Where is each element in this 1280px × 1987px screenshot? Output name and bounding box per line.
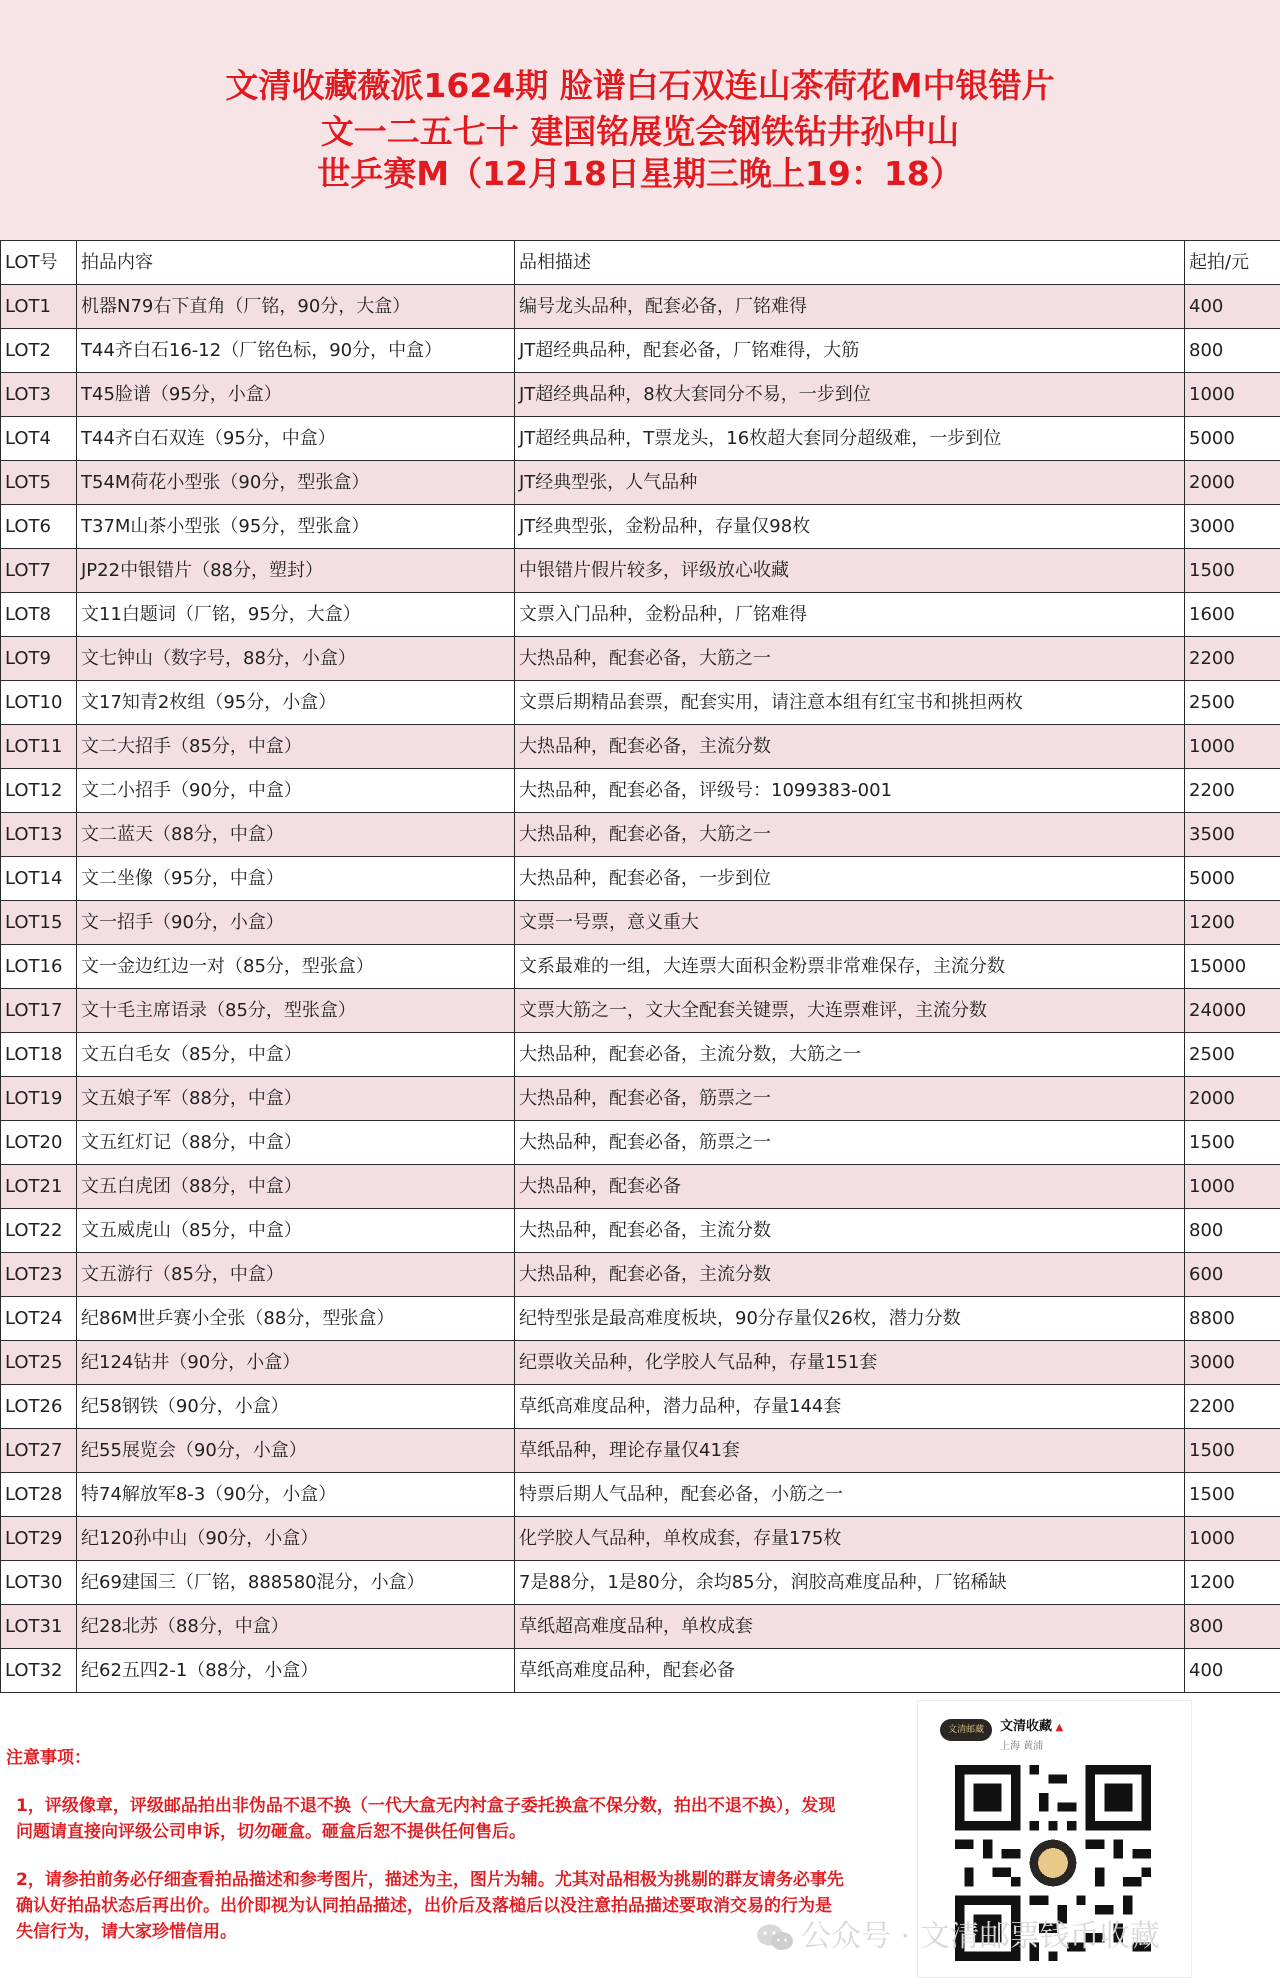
lot-content-cell: 文五威虎山（85分，中盒）	[77, 1209, 515, 1253]
lot-price-cell: 1200	[1185, 1561, 1280, 1605]
lot-number-cell: LOT27	[1, 1429, 77, 1473]
table-row	[1, 637, 1280, 681]
lot-content-cell: 文11白题词（厂铭，95分，大盒）	[77, 593, 515, 637]
lot-number-cell: LOT25	[1, 1341, 77, 1385]
brand-logo: 文清邮藏	[940, 1719, 992, 1741]
lot-content-cell: 文五白毛女（85分，中盒）	[77, 1033, 515, 1077]
lot-number-cell: LOT14	[1, 857, 77, 901]
lot-number-cell: LOT8	[1, 593, 77, 637]
lot-price-cell: 600	[1185, 1253, 1280, 1297]
lot-number-cell: LOT4	[1, 417, 77, 461]
table-row	[1, 857, 1280, 901]
lot-content-cell: T44齐白石16-12（厂铭色标，90分，中盒）	[77, 329, 515, 373]
lot-number-cell: LOT23	[1, 1253, 77, 1297]
lot-number-cell: LOT32	[1, 1649, 77, 1693]
lot-description-cell: JT经典型张，人气品种	[515, 461, 1185, 505]
lot-number-cell: LOT9	[1, 637, 77, 681]
table-row	[1, 1165, 1280, 1209]
lot-number-cell: LOT6	[1, 505, 77, 549]
title-line-2: 文一二五七十 建国铭展览会钢铁钻井孙中山	[320, 112, 960, 151]
lot-number-cell: LOT16	[1, 945, 77, 989]
lot-price-cell: 2200	[1185, 637, 1280, 681]
lot-description-cell: 大热品种，配套必备，大筋之一	[515, 637, 1185, 681]
lot-content-header: 拍品内容	[77, 241, 515, 285]
lot-content-cell: 文十毛主席语录（85分，型张盒）	[77, 989, 515, 1033]
lot-description-cell: 大热品种，配套必备	[515, 1165, 1185, 1209]
lot-description-cell: 大热品种，配套必备，主流分数	[515, 1209, 1185, 1253]
lot-price-cell: 5000	[1185, 417, 1280, 461]
lot-price-cell: 1200	[1185, 901, 1280, 945]
lot-description-cell: 化学胶人气品种，单枚成套，存量175枚	[515, 1517, 1185, 1561]
lot-description-cell: 7是88分，1是80分，余均85分，润胶高难度品种，厂铭稀缺	[515, 1561, 1185, 1605]
lot-number-cell: LOT28	[1, 1473, 77, 1517]
lot-price-cell: 400	[1185, 1649, 1280, 1693]
lot-number-cell: LOT29	[1, 1517, 77, 1561]
lot-content-cell: T37M山茶小型张（95分，型张盒）	[77, 505, 515, 549]
lot-price-cell: 3000	[1185, 1341, 1280, 1385]
lot-content-cell: T45脸谱（95分，小盒）	[77, 373, 515, 417]
table-row	[1, 1121, 1280, 1165]
lot-price-cell: 1500	[1185, 1429, 1280, 1473]
table-row	[1, 1209, 1280, 1253]
qr-account-name	[1000, 1715, 1063, 1734]
table-row	[1, 1429, 1280, 1473]
notice-item-1: 1，评级像章，评级邮品拍出非伪品不退不换（一代大盒无内衬盒子委托换盒不保分数，拍出不退不换），发现问题请直接向评级公司申诉，切勿砸盒。砸盒后恕不提供任何售后。	[16, 1796, 836, 1842]
lot-content-cell: T44齐白石双连（95分，中盒）	[77, 417, 515, 461]
lot-number-cell: LOT5	[1, 461, 77, 505]
lot-content-cell: 文二大招手（85分，中盒）	[77, 725, 515, 769]
table-row	[1, 1033, 1280, 1077]
lot-description-cell: 文票大筋之一，文大全配套关键票，大连票难评，主流分数	[515, 989, 1185, 1033]
lot-description-cell: 大热品种，配套必备，筋票之一	[515, 1077, 1185, 1121]
qr-account-name-text: 文清收藏	[1000, 1719, 1053, 1734]
lot-content-cell: 文二小招手（90分，中盒）	[77, 769, 515, 813]
lot-content-cell: 纪58钢铁（90分，小盒）	[77, 1385, 515, 1429]
lot-description-cell: 中银错片假片较多，评级放心收藏	[515, 549, 1185, 593]
lot-content-cell: 文五红灯记（88分，中盒）	[77, 1121, 515, 1165]
lot-description-cell: 草纸品种，理论存量仅41套	[515, 1429, 1185, 1473]
lot-description-cell: 文票入门品种，金粉品种，厂铭难得	[515, 593, 1185, 637]
lot-content-cell: 纪55展览会（90分，小盒）	[77, 1429, 515, 1473]
lot-price-cell: 2000	[1185, 461, 1280, 505]
lot-description-cell: JT超经典品种，配套必备，厂铭难得，大筋	[515, 329, 1185, 373]
table-row	[1, 1385, 1280, 1429]
lot-price-cell: 1500	[1185, 1121, 1280, 1165]
lot-price-cell: 2200	[1185, 1385, 1280, 1429]
table-row	[1, 901, 1280, 945]
table-row	[1, 725, 1280, 769]
lot-number-cell: LOT21	[1, 1165, 77, 1209]
table-header-row	[1, 241, 1280, 285]
lot-description-header: 品相描述	[515, 241, 1185, 285]
wechat-icon	[755, 1922, 795, 1954]
watermark	[755, 1917, 1160, 1957]
lot-description-cell: 草纸高难度品种，配套必备	[515, 1649, 1185, 1693]
lot-description-cell: JT超经典品种，T票龙头，16枚超大套同分超级难，一步到位	[515, 417, 1185, 461]
lot-price-cell: 1600	[1185, 593, 1280, 637]
lot-content-cell: T54M荷花小型张（90分，型张盒）	[77, 461, 515, 505]
lot-content-cell: 特74解放军8-3（90分，小盒）	[77, 1473, 515, 1517]
lot-price-cell: 8800	[1185, 1297, 1280, 1341]
lot-content-cell: 文五娘子军（88分，中盒）	[77, 1077, 515, 1121]
lot-number-cell: LOT20	[1, 1121, 77, 1165]
lot-content-cell: 文五游行（85分，中盒）	[77, 1253, 515, 1297]
lot-description-cell: 大热品种，配套必备，主流分数	[515, 725, 1185, 769]
lot-description-cell: 大热品种，配套必备，大筋之一	[515, 813, 1185, 857]
table-row	[1, 1341, 1280, 1385]
table-row	[1, 1517, 1280, 1561]
lot-price-header: 起拍/元	[1185, 241, 1280, 285]
lot-price-cell: 2200	[1185, 769, 1280, 813]
lot-price-cell: 5000	[1185, 857, 1280, 901]
lot-description-cell: 草纸超高难度品种，单枚成套	[515, 1605, 1185, 1649]
lot-content-cell: 纪69建国三（厂铭，888580混分，小盒）	[77, 1561, 515, 1605]
lot-content-cell: 文七钟山（数字号，88分，小盒）	[77, 637, 515, 681]
lot-content-cell: 纪120孙中山（90分，小盒）	[77, 1517, 515, 1561]
lot-price-cell: 2000	[1185, 1077, 1280, 1121]
lot-price-cell: 1000	[1185, 725, 1280, 769]
lot-description-cell: 纪票收关品种，化学胶人气品种，存量151套	[515, 1341, 1185, 1385]
lot-description-cell: 文系最难的一组，大连票大面积金粉票非常难保存，主流分数	[515, 945, 1185, 989]
lot-number-cell: LOT13	[1, 813, 77, 857]
table-row	[1, 945, 1280, 989]
lot-description-cell: 草纸高难度品种，潜力品种，存量144套	[515, 1385, 1185, 1429]
lot-description-cell: 文票一号票，意义重大	[515, 901, 1185, 945]
lot-content-cell: 文一招手（90分，小盒）	[77, 901, 515, 945]
lot-number-cell: LOT24	[1, 1297, 77, 1341]
lot-content-cell: 机器N79右下直角（厂铭，90分，大盒）	[77, 285, 515, 329]
lot-number-cell: LOT2	[1, 329, 77, 373]
lot-price-cell: 3000	[1185, 505, 1280, 549]
qr-location: 上海 黄浦	[1000, 1741, 1044, 1752]
lot-description-cell: 大热品种，配套必备，主流分数，大筋之一	[515, 1033, 1185, 1077]
lot-description-cell: 大热品种，配套必备，评级号：1099383-001	[515, 769, 1185, 813]
table-row	[1, 1297, 1280, 1341]
lot-price-cell: 1500	[1185, 549, 1280, 593]
lot-number-cell: LOT26	[1, 1385, 77, 1429]
table-row	[1, 1649, 1280, 1693]
lot-description-cell: 特票后期人气品种，配套必备，小筋之一	[515, 1473, 1185, 1517]
auction-table	[0, 240, 1280, 1693]
lot-number-cell: LOT11	[1, 725, 77, 769]
lot-price-cell: 24000	[1185, 989, 1280, 1033]
table-row	[1, 461, 1280, 505]
lot-number-cell: LOT19	[1, 1077, 77, 1121]
lot-number-cell: LOT1	[1, 285, 77, 329]
table-row	[1, 989, 1280, 1033]
lot-number-cell: LOT31	[1, 1605, 77, 1649]
table-row	[1, 813, 1280, 857]
lot-number-cell: LOT3	[1, 373, 77, 417]
table-row	[1, 1253, 1280, 1297]
lot-description-cell: 纪特型张是最高难度板块，90分存量仅26枚，潜力分数	[515, 1297, 1185, 1341]
lot-content-cell: 纪28北苏（88分，中盒）	[77, 1605, 515, 1649]
lot-content-cell: 纪62五四2-1（88分，小盒）	[77, 1649, 515, 1693]
notice-item-2: 2，请参拍前务必仔细查看拍品描述和参考图片，描述为主，图片为辅。尤其对品相极为挑剔的群友请务必事先确认好拍品状态后再出价。出价即视为认同拍品描述，出价后及落槌后以没注意拍品描述要取消交易的行为是失信行为，请大家珍惜信用。	[16, 1870, 844, 1942]
lot-content-cell: 文五白虎团（88分，中盒）	[77, 1165, 515, 1209]
lot-price-cell: 3500	[1185, 813, 1280, 857]
badge-icon: ▲	[1052, 1722, 1064, 1733]
table-row	[1, 593, 1280, 637]
lot-price-cell: 800	[1185, 1209, 1280, 1253]
table-row	[1, 417, 1280, 461]
lot-price-cell: 800	[1185, 1605, 1280, 1649]
table-row	[1, 1077, 1280, 1121]
lot-price-cell: 1000	[1185, 1517, 1280, 1561]
table-row	[1, 549, 1280, 593]
table-row	[1, 505, 1280, 549]
lot-number-cell: LOT17	[1, 989, 77, 1033]
lot-price-cell: 15000	[1185, 945, 1280, 989]
table-row	[1, 373, 1280, 417]
header	[0, 0, 1280, 240]
watermark-text: 公众号 · 文清邮票钱币收藏	[801, 1919, 1160, 1954]
lot-description-cell: 大热品种，配套必备，筋票之一	[515, 1121, 1185, 1165]
lot-price-cell: 400	[1185, 285, 1280, 329]
table-row	[1, 1561, 1280, 1605]
lot-content-cell: 文一金边红边一对（85分，型张盒）	[77, 945, 515, 989]
lot-content-cell: 文二坐像（95分，中盒）	[77, 857, 515, 901]
title-line-3: 世乒赛M（12月18日星期三晚上19：18）	[317, 154, 963, 193]
table-row	[1, 1473, 1280, 1517]
lot-price-cell: 1500	[1185, 1473, 1280, 1517]
lot-number-cell: LOT10	[1, 681, 77, 725]
lot-description-cell: 文票后期精品套票，配套实用，请注意本组有红宝书和挑担两枚	[515, 681, 1185, 725]
lot-price-cell: 1000	[1185, 373, 1280, 417]
lot-number-cell: LOT30	[1, 1561, 77, 1605]
lot-price-cell: 2500	[1185, 1033, 1280, 1077]
lot-number-cell: LOT22	[1, 1209, 77, 1253]
title-line-1: 文清收藏薇派1624期 脸谱白石双连山茶荷花M中银错片	[225, 66, 1055, 105]
lot-content-cell: 文二蓝天（88分，中盒）	[77, 813, 515, 857]
lot-description-cell: JT经典型张，金粉品种，存量仅98枚	[515, 505, 1185, 549]
lot-number-cell: LOT12	[1, 769, 77, 813]
table-row	[1, 769, 1280, 813]
lot-content-cell: 纪124钻井（90分，小盒）	[77, 1341, 515, 1385]
lot-description-cell: 编号龙头品种，配套必备，厂铭难得	[515, 285, 1185, 329]
lot-price-cell: 1000	[1185, 1165, 1280, 1209]
table-row	[1, 1605, 1280, 1649]
table-row	[1, 285, 1280, 329]
lot-content-cell: 纪86M世乒赛小全张（88分，型张盒）	[77, 1297, 515, 1341]
lot-number-cell: LOT15	[1, 901, 77, 945]
lot-description-cell: JT超经典品种，8枚大套同分不易，一步到位	[515, 373, 1185, 417]
lot-description-cell: 大热品种，配套必备，主流分数	[515, 1253, 1185, 1297]
table-row	[1, 681, 1280, 725]
lot-number-header: LOT号	[1, 241, 77, 285]
lot-price-cell: 800	[1185, 329, 1280, 373]
lot-content-cell: JP22中银错片（88分，塑封）	[77, 549, 515, 593]
lot-description-cell: 大热品种，配套必备，一步到位	[515, 857, 1185, 901]
lot-number-cell: LOT18	[1, 1033, 77, 1077]
lot-number-cell: LOT7	[1, 549, 77, 593]
lot-price-cell: 2500	[1185, 681, 1280, 725]
lot-content-cell: 文17知青2枚组（95分，小盒）	[77, 681, 515, 725]
notice-title: 注意事项：	[6, 1748, 91, 1768]
table-row	[1, 329, 1280, 373]
